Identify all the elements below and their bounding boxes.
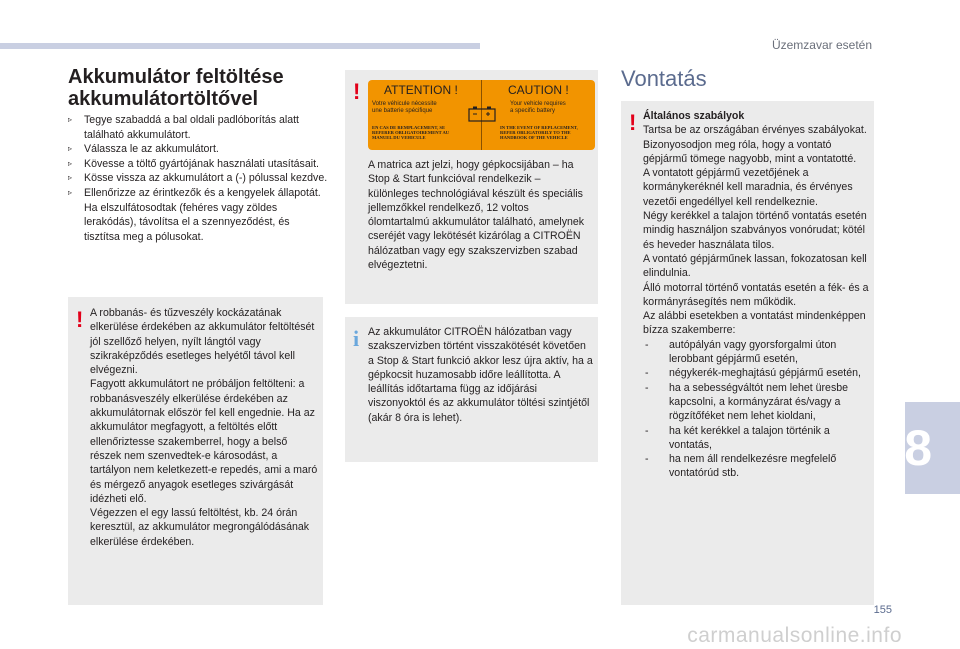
towing-paragraph: Tartsa be az országában érvényes szabályokat. bbox=[643, 124, 867, 137]
towing-case-item: - ha két kerékkel a talajon történik a vontatás, bbox=[645, 424, 830, 451]
towing-case-item: - autópályán vagy gyorsforgalmi úton lerobbant gépjármű esetén, bbox=[645, 338, 837, 366]
info-paragraph: Az akkumulátor CITROËN hálózatban vagy szakszervizben történt visszakötését követően a Stop & Start funkció akkor lesz újra aktív, ha a gépkocsit huzamosabb időre leállította. A leállítás időtartama függ az időjárási viszonyoktól és az akkumulátor töltési szintjétől (akár 8 óra is lehet). bbox=[368, 326, 593, 424]
info-icon: i bbox=[353, 326, 360, 351]
arrow-bullet-icon: ▹ bbox=[68, 158, 73, 168]
sticker-notice-en: IN THE EVENT OF REPLACEMENT, REFER OBLIGATORILY TO THE HANDBOOK OF THE VEHICLE bbox=[500, 125, 578, 140]
warning-box-charging bbox=[68, 297, 323, 605]
warning-paragraph: A robbanás- és tűzveszély kockázatának elkerülése érdekében az akkumulátor feltöltését jól szellőző helyen, nyílt lángtól vagy szikraképződés esetleges helyétől távol kell elvégezni. bbox=[90, 307, 315, 377]
watermark: carmanualsonline.info bbox=[687, 624, 902, 647]
warning-icon: ! bbox=[629, 110, 637, 135]
instruction-item: ▹ Kövesse a töltő gyártójának használati utasításait. bbox=[68, 157, 319, 170]
towing-paragraph: Bizonyosodjon meg róla, hogy a vontató gépjármű tömege nagyobb, mint a vontatotté. bbox=[643, 138, 857, 165]
instruction-item: ▹ Válassza le az akkumulátort. bbox=[68, 143, 219, 156]
warning-paragraph: Végezzen el egy lassú feltöltést, kb. 24 órán keresztül, az akkumulátor megrongálódásának elkerülése érdekében. bbox=[90, 507, 310, 548]
towing-paragraph: A vontató gépjárműnek lassan, fokozatosan kell elindulnia. bbox=[643, 252, 867, 280]
section-title: Üzemzavar esetén bbox=[771, 38, 872, 52]
page-heading bbox=[68, 66, 328, 110]
towing-rules bbox=[643, 109, 871, 481]
towing-paragraph: A vontatott gépjármű vezetőjének a kormánykeréknél kell maradnia, és érvényes vezetői engedéllyel kell rendelkeznie. bbox=[643, 167, 853, 208]
heading-line-1: Akkumulátor feltöltése bbox=[68, 66, 284, 88]
header-bar bbox=[0, 43, 480, 49]
sticker-text-en: Your vehicle requires a specific battery bbox=[510, 101, 566, 114]
arrow-bullet-icon: ▹ bbox=[68, 173, 73, 183]
towing-subheading: Általános szabályok bbox=[643, 110, 745, 122]
towing-case-item: - négykerék-meghajtású gépjármű esetén, bbox=[645, 367, 861, 380]
sticker-notice-fr: EN CAS DE REMPLACEMENT, SE REFERER OBLIGATOIREMENT AU MANUEL DU VEHICULE bbox=[372, 125, 450, 140]
towing-paragraph: Négy kerékkel a talajon történő vontatás esetén mindig használjon szabványos vonórudat; kötél és heveder használata tilos. bbox=[643, 210, 867, 251]
battery-icon bbox=[467, 106, 497, 122]
instruction-list bbox=[68, 113, 328, 244]
instruction-item: ▹ Tegye szabaddá a bal oldali padlóborítás alatt található akkumulátort. bbox=[68, 114, 299, 141]
towing-case-item: - ha a sebességváltót nem lehet üresbe kapcsolni, a kormányzárat és/vagy a rögzítőféket nem lehet kioldani, bbox=[645, 381, 849, 423]
towing-paragraph: Az alábbi esetekben a vontatást mindenképpen bízza szakemberre: bbox=[643, 310, 866, 337]
arrow-bullet-icon: ▹ bbox=[68, 115, 73, 124]
sticker-explanation: A matrica azt jelzi, hogy gépkocsijában – ha Stop & Start funkcióval rendelkezik – különleges technológiával készült és speciális jellemzőkkel rendelkező, 12 voltos ólomtartalmú akkumulátor található, amelynek cseréjét vagy lekötését kizárólag a CITROËN hálózatban vagy egy szakszervizben szabad elvégeztetni. bbox=[368, 159, 585, 272]
towing-case-item: - ha nem áll rendelkezésre megfelelő vontatórúd stb. bbox=[645, 453, 837, 480]
warning-paragraph: Fagyott akkumulátort ne próbáljon feltölteni: a robbanásveszély elkerülése érdekében az akkumulátornak először fel kell engednie. Ha az akkumulátor megfagyott, a feltöltés előtt ellenőriztesse szakemberrel, hogy a belső részek nem szenvedtek-e károsodást, a tartályon nem keletkezett-e repedés, ami a maró és mérgező anyagok esetleges szivárgását idézheti elő. bbox=[90, 378, 318, 505]
towing-heading: Vontatás bbox=[621, 66, 707, 91]
arrow-bullet-icon: ▹ bbox=[68, 187, 73, 197]
instruction-item: ▹ Kösse vissza az akkumulátort a (-) pólussal kezdve. bbox=[68, 172, 328, 185]
heading-line-2: akkumulátortöltővel bbox=[68, 88, 259, 110]
warning-icon: ! bbox=[76, 307, 84, 332]
sticker-text-fr: Votre véhicule nécessite une batterie spécifique bbox=[372, 101, 437, 114]
warning-icon: ! bbox=[353, 79, 361, 104]
chapter-number: 8 bbox=[904, 420, 932, 476]
towing-paragraph: Álló motorral történő vontatás esetén a fék- és a kormányrásegítés nem működik. bbox=[643, 281, 869, 308]
page-number: 155 bbox=[873, 604, 892, 616]
arrow-bullet-icon: ▹ bbox=[68, 144, 73, 154]
sticker-heading-fr: ATTENTION ! bbox=[384, 83, 458, 97]
sticker-heading-en: CAUTION ! bbox=[508, 83, 569, 97]
instruction-item: ▹ Ellenőrizze az érintkezők és a kengyelek állapotát. Ha elszulfátosodtak (fehéres vagy zöldes lerakódás), távolítsa el a szennyeződést, és tisztítsa meg a pólusokat. bbox=[68, 186, 321, 243]
battery-warning-sticker bbox=[368, 80, 595, 150]
